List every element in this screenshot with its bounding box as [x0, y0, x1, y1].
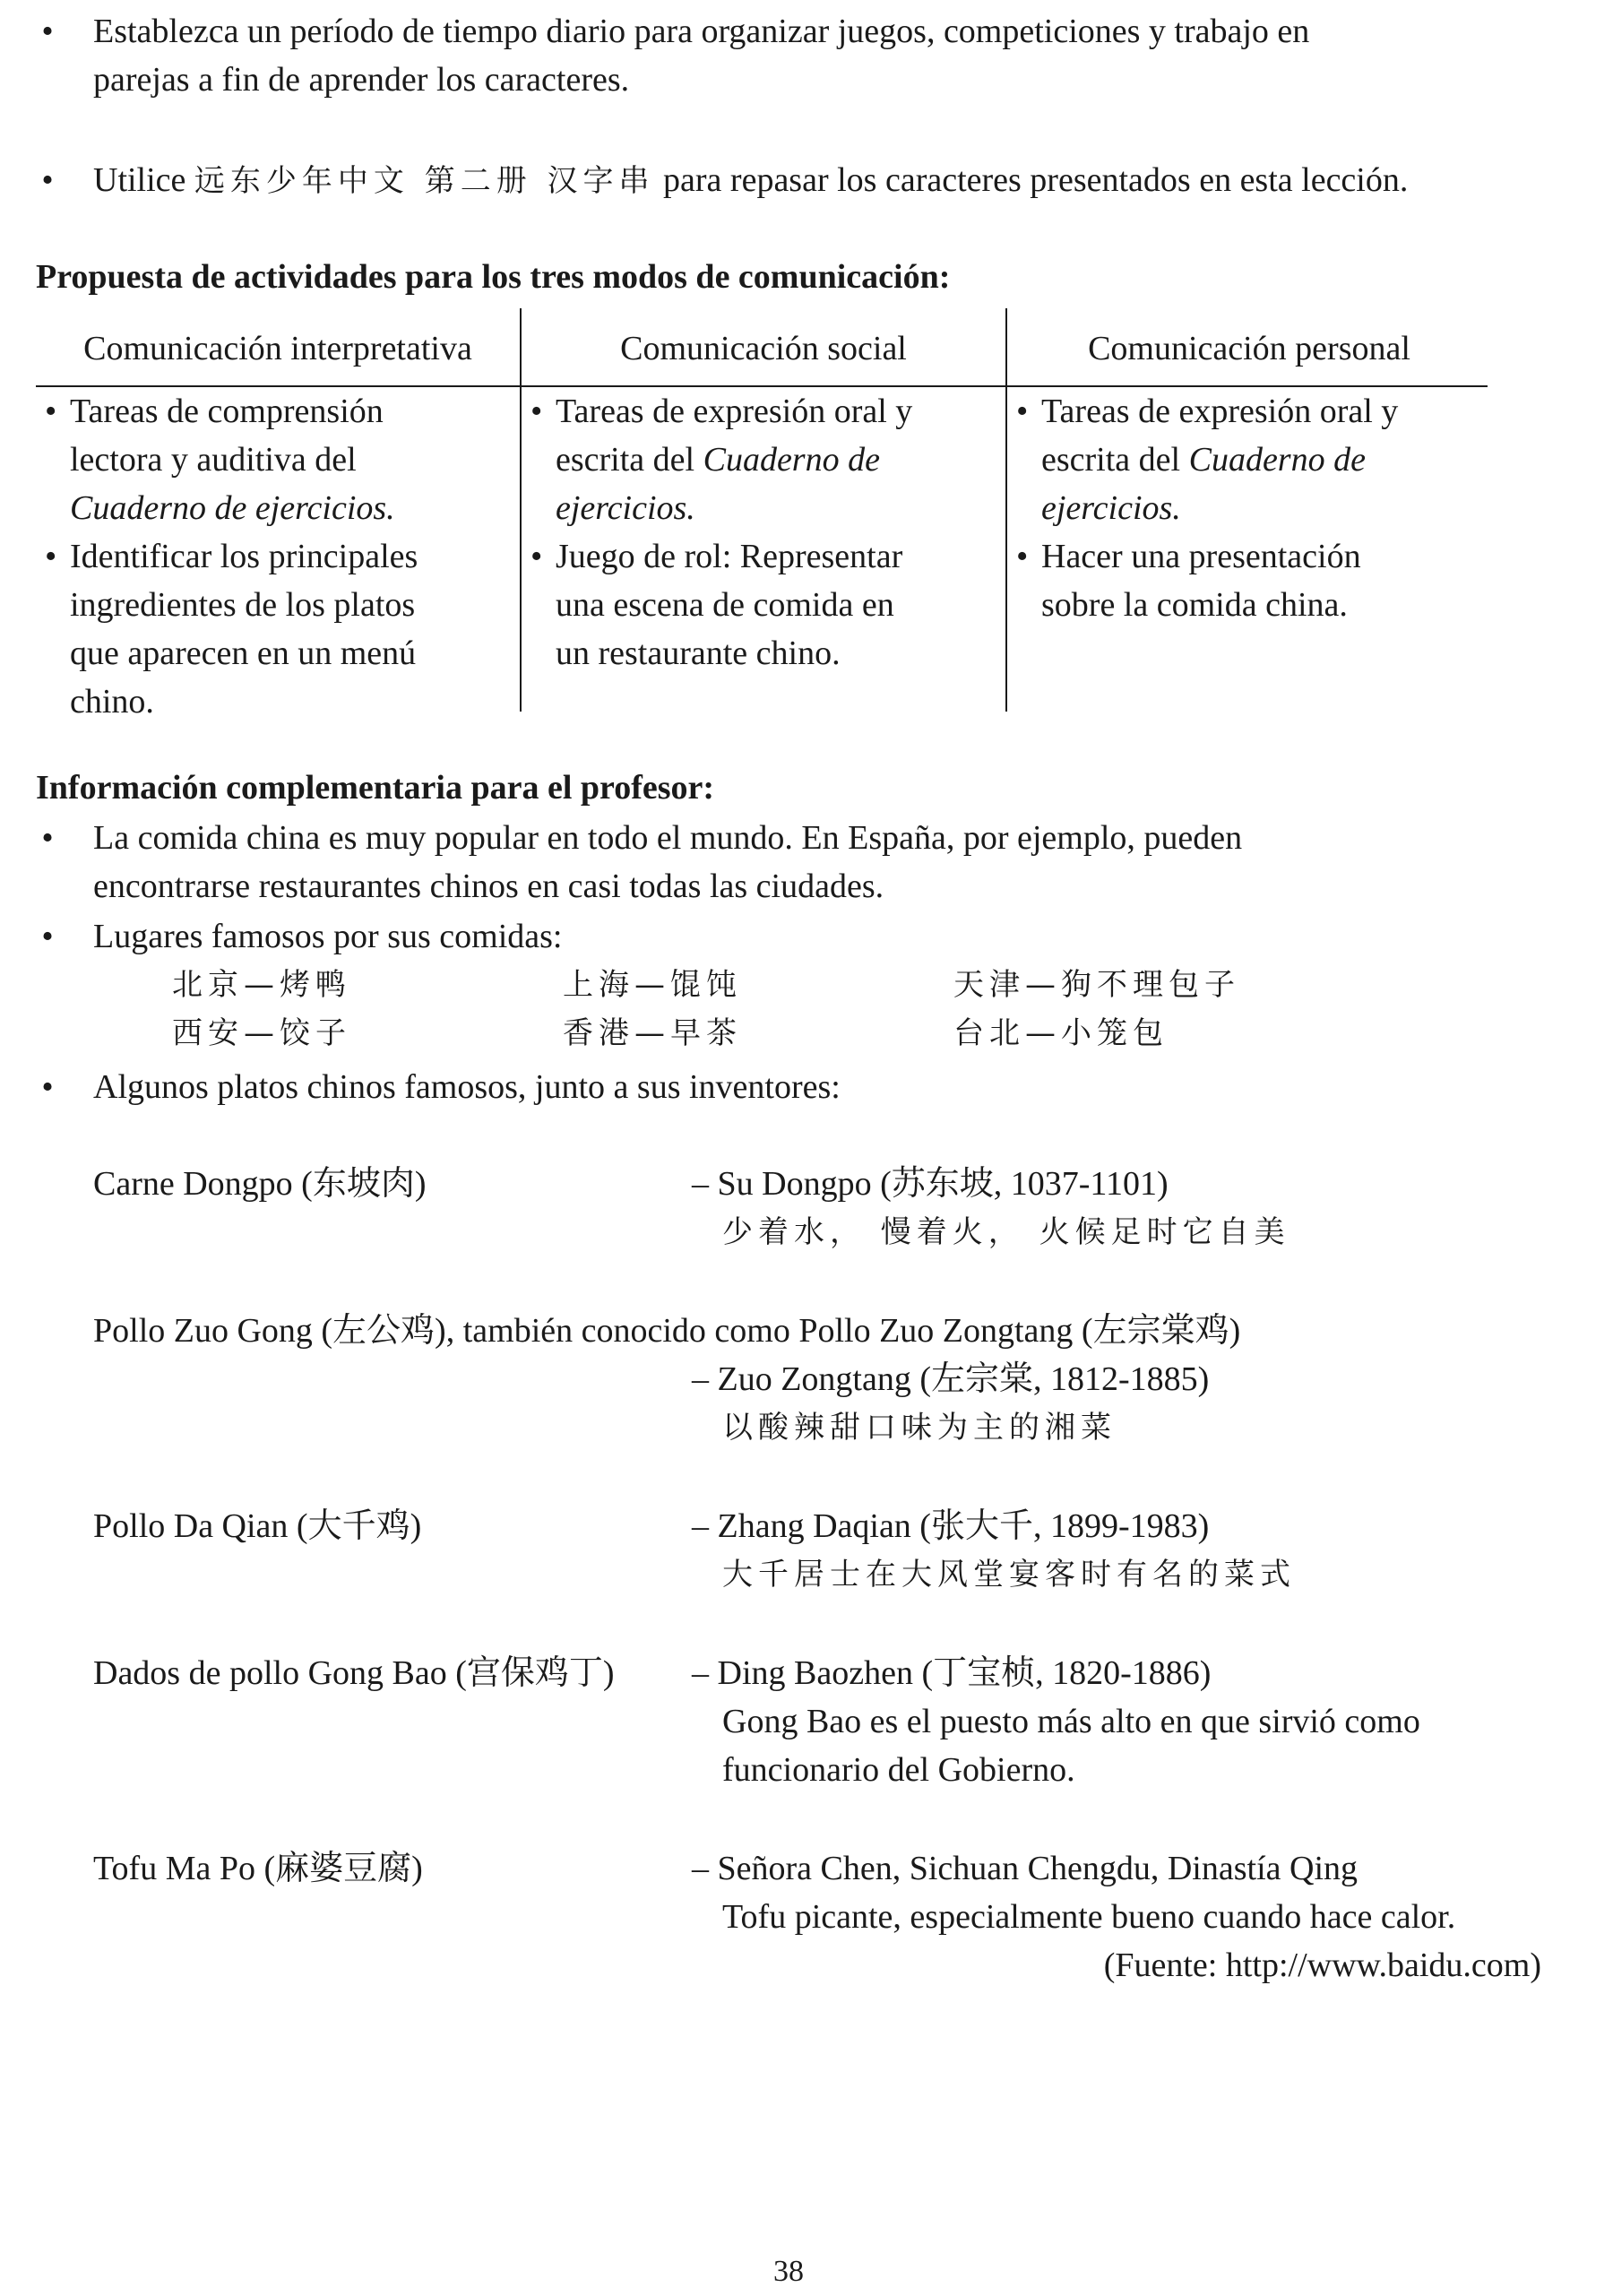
cell-line: • Hacer una presentación	[1041, 538, 1361, 575]
column-personal	[1007, 387, 1482, 629]
list-item	[36, 387, 511, 532]
info-bullet-1-line1: La comida china es muy popular en todo el mundo. En España, por ejemplo, pueden	[93, 819, 1243, 857]
column-header-personal: Comunicación personal	[1088, 330, 1410, 367]
cell-line: • Juego de rol: Representar	[556, 538, 903, 575]
dish-note: 大千居士在大风堂宴客时有名的菜式	[722, 1557, 1296, 1593]
place-tianjin: 天津—狗不理包子	[953, 967, 1240, 1003]
list-item	[522, 387, 996, 532]
cell-text: escrita del	[1041, 441, 1189, 479]
bullet-dot: •	[41, 1068, 54, 1106]
dish-name: Carne Dongpo (东坡肉)	[93, 1165, 427, 1203]
cell-line-mixed	[1041, 436, 1482, 484]
info-bullet-2-text: Lugares famosos por sus comidas:	[93, 918, 563, 955]
bullet-dot: •	[41, 161, 54, 199]
dish-name: Dados de pollo Gong Bao (宫保鸡丁)	[93, 1654, 615, 1692]
list-item	[1007, 532, 1482, 629]
cell-line: • Tareas de comprensión	[70, 393, 384, 430]
cell-line-italic: ejercicios.	[556, 489, 695, 527]
dish-inventor: – Zhang Daqian (张大千, 1899-1983)	[692, 1507, 1210, 1545]
column-interpretativa	[36, 387, 511, 726]
dish-inventor: – Ding Baozhen (丁宝桢, 1820-1886)	[692, 1654, 1212, 1692]
cell-line-mixed	[556, 436, 996, 484]
place-shanghai: 上海—馄饨	[563, 967, 742, 1003]
intro-bullet-1-line1: Establezca un período de tiempo diario para organizar juegos, competiciones y trabajo en	[93, 13, 1310, 50]
place-xian: 西安—饺子	[172, 1015, 351, 1051]
place-taipei: 台北—小笼包	[953, 1015, 1169, 1051]
page-number: 38	[773, 2255, 804, 2288]
info-bullet-3-text: Algunos platos chinos famosos, junto a sus inventores:	[93, 1068, 841, 1106]
activities-table	[36, 308, 1488, 721]
activities-heading: Propuesta de actividades para los tres modos de comunicación:	[36, 258, 951, 296]
intro-bullet-1-line2: parejas a fin de aprender los caracteres.	[93, 61, 630, 99]
cell-line: ingredientes de los platos	[70, 586, 416, 624]
cell-text-italic: Cuaderno de	[1188, 441, 1366, 479]
dish-note: Gong Bao es el puesto más alto en que sirvió como	[722, 1703, 1420, 1740]
list-item	[36, 532, 511, 726]
column-header-interpretativa: Comunicación interpretativa	[83, 330, 472, 367]
dish-inventor: – Señora Chen, Sichuan Chengdu, Dinastía Qing	[692, 1850, 1359, 1887]
dish-note: Tofu picante, especialmente bueno cuando hace calor.	[722, 1898, 1456, 1936]
dish-note: funcionario del Gobierno.	[722, 1751, 1075, 1789]
cell-line-italic: Cuaderno de ejercicios.	[70, 489, 395, 527]
cell-text: escrita del	[556, 441, 703, 479]
cell-text-italic: Cuaderno de	[703, 441, 880, 479]
dish-name: Tofu Ma Po (麻婆豆腐)	[93, 1850, 423, 1887]
intro-bullet-2-pre: Utilice	[93, 161, 186, 199]
info-bullet-1-line2: encontrarse restaurantes chinos en casi todas las ciudades.	[93, 867, 884, 905]
info-heading: Información complementaria para el profesor:	[36, 769, 715, 807]
place-beijing: 北京—烤鸭	[172, 967, 351, 1003]
dish-name: Pollo Zuo Gong (左公鸡), también conocido como Pollo Zuo Zongtang (左宗棠鸡)	[93, 1312, 1241, 1350]
cell-line-italic: ejercicios.	[1041, 489, 1181, 527]
dish-note: 少着水， 慢着火， 火候足时它自美	[722, 1214, 1290, 1250]
dish-note: 以酸辣甜口味为主的湘菜	[722, 1410, 1117, 1446]
intro-bullet-2-post: para repasar los caracteres presentados en esta lección.	[663, 161, 1409, 199]
cell-line: • Identificar los principales	[70, 538, 418, 575]
cell-line: chino.	[70, 683, 154, 721]
bullet-dot: •	[41, 918, 54, 955]
cell-line: que aparecen en un menú	[70, 634, 417, 672]
column-social	[522, 387, 996, 678]
cell-line: un restaurante chino.	[556, 634, 841, 672]
dish-inventor: – Su Dongpo (苏东坡, 1037-1101)	[692, 1165, 1169, 1203]
dish-name: Pollo Da Qian (大千鸡)	[93, 1507, 422, 1545]
column-header-social: Comunicación social	[620, 330, 907, 367]
cell-line: sobre la comida china.	[1041, 586, 1348, 624]
source-citation: (Fuente: http://www.baidu.com)	[1103, 1946, 1541, 1984]
bullet-dot: •	[41, 13, 54, 50]
cell-line: una escena de comida en	[556, 586, 894, 624]
list-item	[522, 532, 996, 678]
dish-inventor: – Zuo Zongtang (左宗棠, 1812-1885)	[692, 1360, 1210, 1398]
place-hongkong: 香港—早茶	[563, 1015, 742, 1051]
list-item	[1007, 387, 1482, 532]
bullet-dot: •	[41, 819, 54, 857]
cell-line: • Tareas de expresión oral y	[556, 393, 913, 430]
cell-line: lectora y auditiva del	[70, 441, 357, 479]
cell-line: • Tareas de expresión oral y	[1041, 393, 1399, 430]
intro-bullet-2-chinese: 远东少年中文 第二册 汉字串	[194, 163, 655, 199]
